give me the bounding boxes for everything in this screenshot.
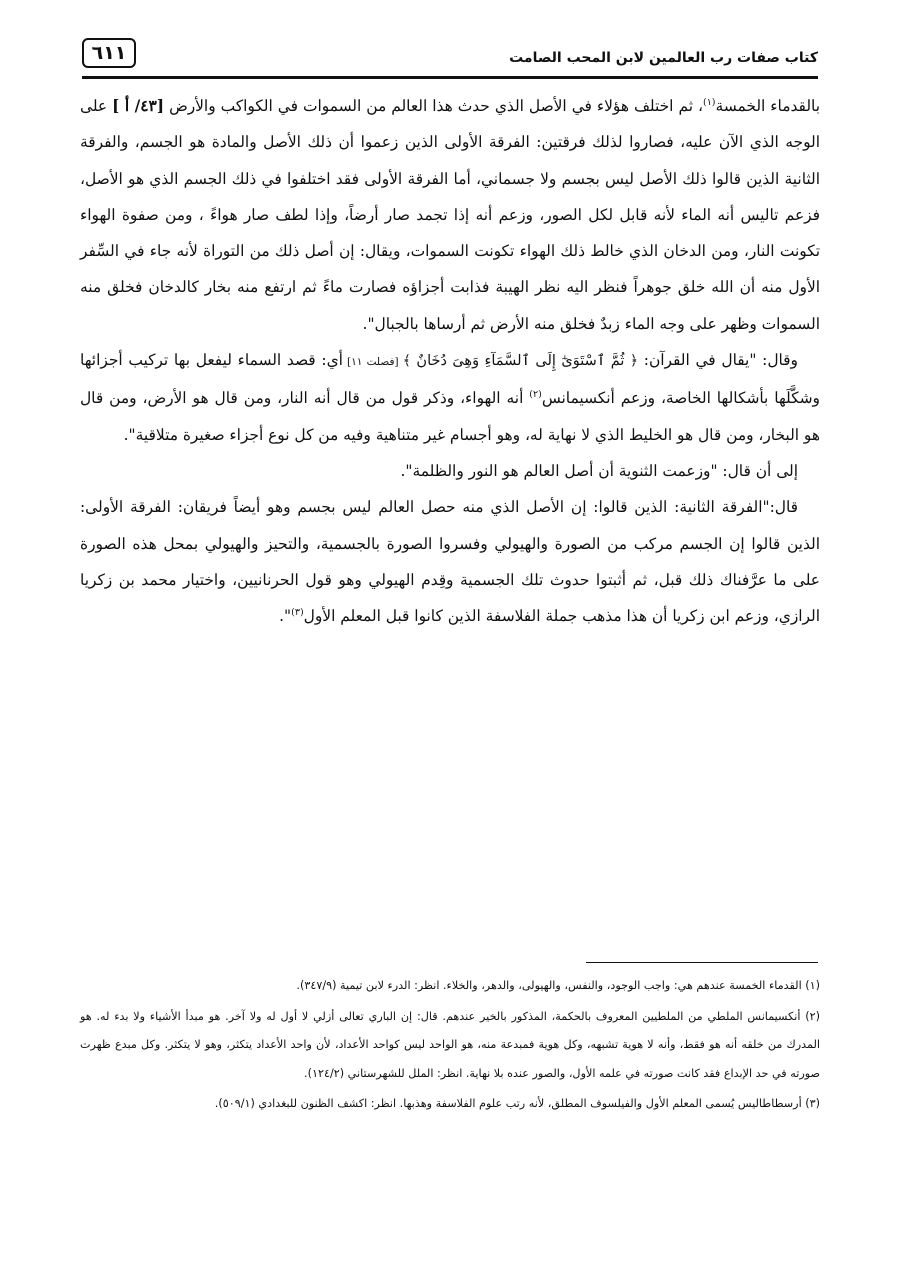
- footnote-ref-3: (٣): [291, 607, 304, 619]
- paragraph-4: [80, 489, 820, 634]
- main-text: [80, 88, 820, 634]
- header-rule: [82, 76, 818, 79]
- text-run: أنه الهواء، وذكر قول من قال أنه النار، ومن قال هو الأرض، ومن قال هو البخار، ومن قال هو الخليط الذي لا نهاية له، وهو أجسام غير متناهية وفيه من كل نوع أجزاء صغيرة متلاقية".: [80, 389, 820, 444]
- paragraph-3: إلى أن قال: "وزعمت الثنوية أن أصل العالم هو النور والظلمة".: [400, 461, 798, 480]
- text-run: وقال: "يقال في القرآن:: [638, 351, 798, 370]
- manuscript-folio-marker: [٤٣/ أ ]: [112, 97, 165, 115]
- text-run: قال:"الفرقة الثانية: الذين قالوا: إن الأصل الذي منه حصل العالم ليس بجسم وهو أيضاً فريقان: الفرقة الأولى: الذين قالوا إن الجسم مركب من الصورة والهيولي وفسروا الصورة بالجسمية، والتحيز والهيولي بمحل هذه الصورة على ما عرَّفناك ذلك قبل، ثم أثبتوا حدوث تلك الجسمية وقِدم الهيولي وهو قول الحرنانيين، واختيار محمد بن زكريا الرازي، وزعم ابن زكريا أن هذا مذهب جملة الفلاسفة الذين كانوا قبل المعلم الأول: [80, 498, 820, 626]
- quran-verse: ثُمَّ ٱسْتَوَىٰٓ إِلَى ٱلسَّمَآءِ وَهِىَ دُخَانٌ: [410, 353, 630, 370]
- running-title: كتاب صفات رب العالمين لابن المحب الصامت: [509, 50, 818, 66]
- footnote-separator: [586, 962, 818, 963]
- footnotes: [80, 972, 820, 1121]
- footnote-1: (١) القدماء الخمسة عندهم هي: واجب الوجود، والنفس، والهيولى، والدهر، والخلاء. انظر: الدرء لابن تيمية (٣٤٧/٩).: [296, 979, 820, 992]
- page-number: ٦١١: [82, 38, 136, 68]
- quran-brace-open: ﴿: [629, 353, 639, 370]
- footnote-3: (٣) أرسطاطاليس يُسمى المعلم الأول والفيلسوف المطلق، لأنه رتب علوم الفلاسفة وهذبها. انظر: اكشف الظنون للبغدادي (٥٠٩/١).: [214, 1097, 820, 1110]
- text-run: بالقدماء الخمسة: [715, 97, 820, 115]
- quran-brace-close: ﴾: [402, 353, 411, 370]
- footnote-2: (٢) أنكسيمانس الملطي من الملطيين المعروف بالحكمة، المذكور بالخير عندهم. قال: إن الباري تعالى أزلي لا أول له ولا آخر. هو مبدأ الأشياء ولا بدء له. هو المدرك من خلقه أنه هو فقط، وأنه لا هوية تشبهه، وكل هوية فمبدعة منه، هو الواحد ليس كواحد الأعداد، لأن واحد الأعداد يتكثر، وهو لا يتكثر. وكل مبدع ظهرت صورته في حد الإبداع فقد كانت صورته في علمه الأول، والصور عنده بلا نهاية. انظر: الملل للشهرستاني (١٢٤/٢).: [80, 1009, 820, 1080]
- paragraph-2: [80, 342, 820, 453]
- text-run: ".: [279, 607, 292, 626]
- quran-reference: [فصلت ١١]: [342, 356, 403, 369]
- text-run: ، ثم اختلف هؤلاء في الأصل الذي حدث هذا العالم من السموات في الكواكب والأرض: [164, 97, 703, 115]
- text-run: على الوجه الذي الآن عليه، فصاروا لذلك فرقتين: الفرقة الأولى الذين زعموا أن ذلك الأصل والمادة هو الجسم، والفرقة الثانية الذين قالوا ذلك الأصل ليس بجسم ولا جسماني، أما الفرقة الأولى فقد اختلفوا في ذلك الجسم الذي هو الأصل، فزعم تاليس أنه الماء لأنه قابل لكل الصور، وزعم أنه إذا تجمد صار أرضاً، وإذا لطف صار هواءً ، ومن صفوة الهواء تكونت النار، ومن الدخان الذي خالط ذلك الهواء تكونت السموات، ويقال: إن أصل ذلك من التوراة لأنه جاء في السِّفر الأول منه أن الله خلق جوهراً فنظر اليه نظر الهيبة فذابت أجزاؤه فصارت ماءً ثم ارتفع منه بخار كالدخان فخلق منه السموات وظهر على وجه الماء زبدٌ فخلق منه الأرض ثم أرساها بالجبال".: [80, 97, 820, 333]
- footnote-ref-1: (١): [702, 96, 716, 108]
- paragraph-1: [80, 88, 820, 342]
- page-header: [82, 38, 818, 80]
- text-run: أي: قصد السماء ليفعل بها تركيب أجزائها وشكَّلَها بأشكالها الخاصة، وزعم أنكسيمانس: [80, 351, 820, 408]
- footnote-ref-2: (٢): [529, 389, 542, 401]
